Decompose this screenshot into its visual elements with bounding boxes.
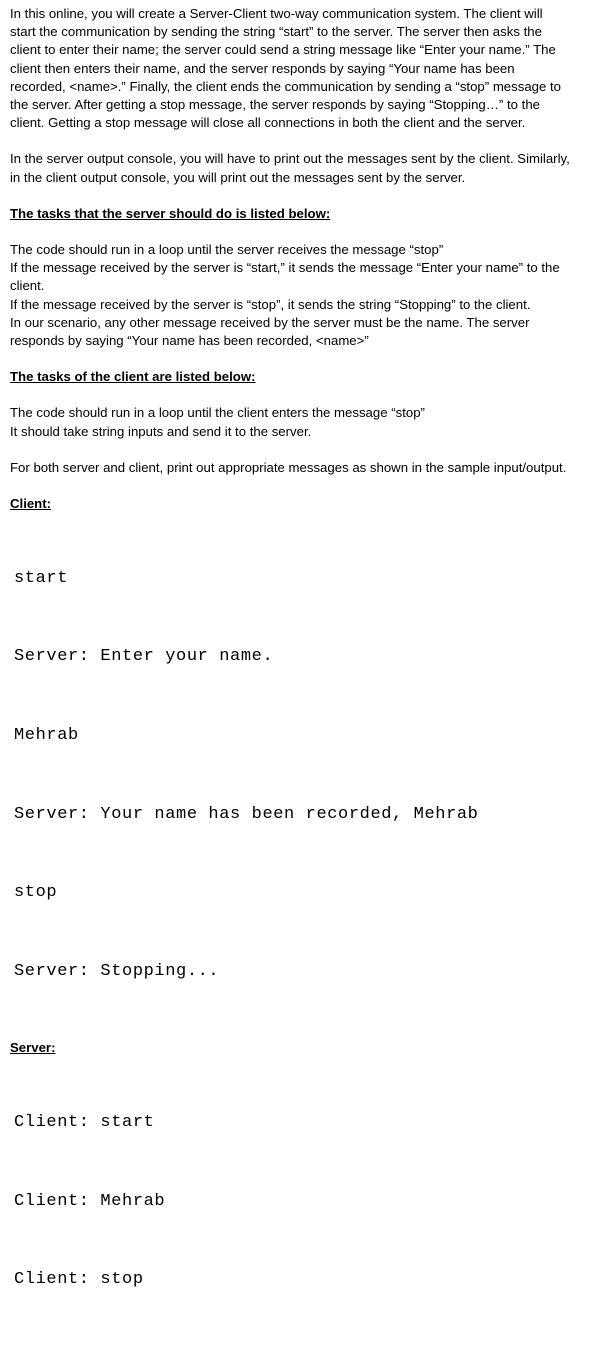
console-paragraph xyxy=(10,150,605,186)
intro-paragraph xyxy=(10,5,605,132)
text-line: the server. After getting a stop message, the server responds by saying “Stopping…” to the xyxy=(10,97,540,113)
client-tasks-list xyxy=(10,404,605,440)
text-line: In the server output console, you will have to print out the messages sent by the client. Similarly, xyxy=(10,151,570,167)
text-line: In this online, you will create a Server-Client two-way communication system. The client will xyxy=(10,6,543,21)
console-line: start xyxy=(14,568,69,588)
console-line: Server: Enter your name. xyxy=(14,647,274,667)
text-line: start the communication by sending the string “start” to the server. The server then asks the xyxy=(10,24,542,40)
text-line: responds by saying “Your name has been recorded, <name>” xyxy=(10,333,369,349)
document xyxy=(10,5,605,1346)
console-line: Server: Stopping... xyxy=(14,961,220,981)
text-line: If the message received by the server is “stop”, it sends the string “Stopping” to the client. xyxy=(10,296,531,312)
console-line: Client: start xyxy=(14,1112,155,1132)
console-line: Mehrab xyxy=(14,725,79,745)
text-line: If the message received by the server is “start,” it sends the message “Enter your name” to the xyxy=(10,260,560,276)
text-line: client to enter their name; the server could send a string message like “Enter your name.” The xyxy=(10,42,556,58)
console-line: Client: stop xyxy=(14,1270,144,1290)
server-tasks-list xyxy=(10,241,605,350)
client-sample-label: Client: xyxy=(10,496,52,512)
server-tasks-heading: The tasks that the server should do is listed below: xyxy=(10,205,331,221)
client-tasks-heading: The tasks of the client are listed below: xyxy=(10,369,256,385)
text-line: in the client output console, you will print out the messages sent by the server. xyxy=(10,169,466,185)
text-line: client then enters their name, and the server responds by saying “Your name has been xyxy=(10,60,515,76)
console-line: stop xyxy=(14,883,58,903)
console-line: Server: Your name has been recorded, Mehrab xyxy=(14,804,479,824)
text-line: recorded, <name>.” Finally, the client ends the communication by sending a “stop” message to xyxy=(10,78,561,94)
output-note: For both server and client, print out appropriate messages as shown in the sample input/output. xyxy=(10,459,567,475)
console-line: Client: Mehrab xyxy=(14,1191,166,1211)
client-sample-output xyxy=(10,513,605,1037)
text-line: client. xyxy=(10,278,45,294)
server-sample-output xyxy=(10,1058,605,1346)
text-line: In our scenario, any other message received by the server must be the name. The server xyxy=(10,314,530,330)
server-sample-label: Server: xyxy=(10,1040,56,1056)
text-line: client. Getting a stop message will close all connections in both the client and the server. xyxy=(10,115,526,131)
text-line: It should take string inputs and send it to the server. xyxy=(10,423,312,439)
text-line: The code should run in a loop until the server receives the message “stop” xyxy=(10,242,444,258)
text-line: The code should run in a loop until the client enters the message “stop” xyxy=(10,405,425,421)
